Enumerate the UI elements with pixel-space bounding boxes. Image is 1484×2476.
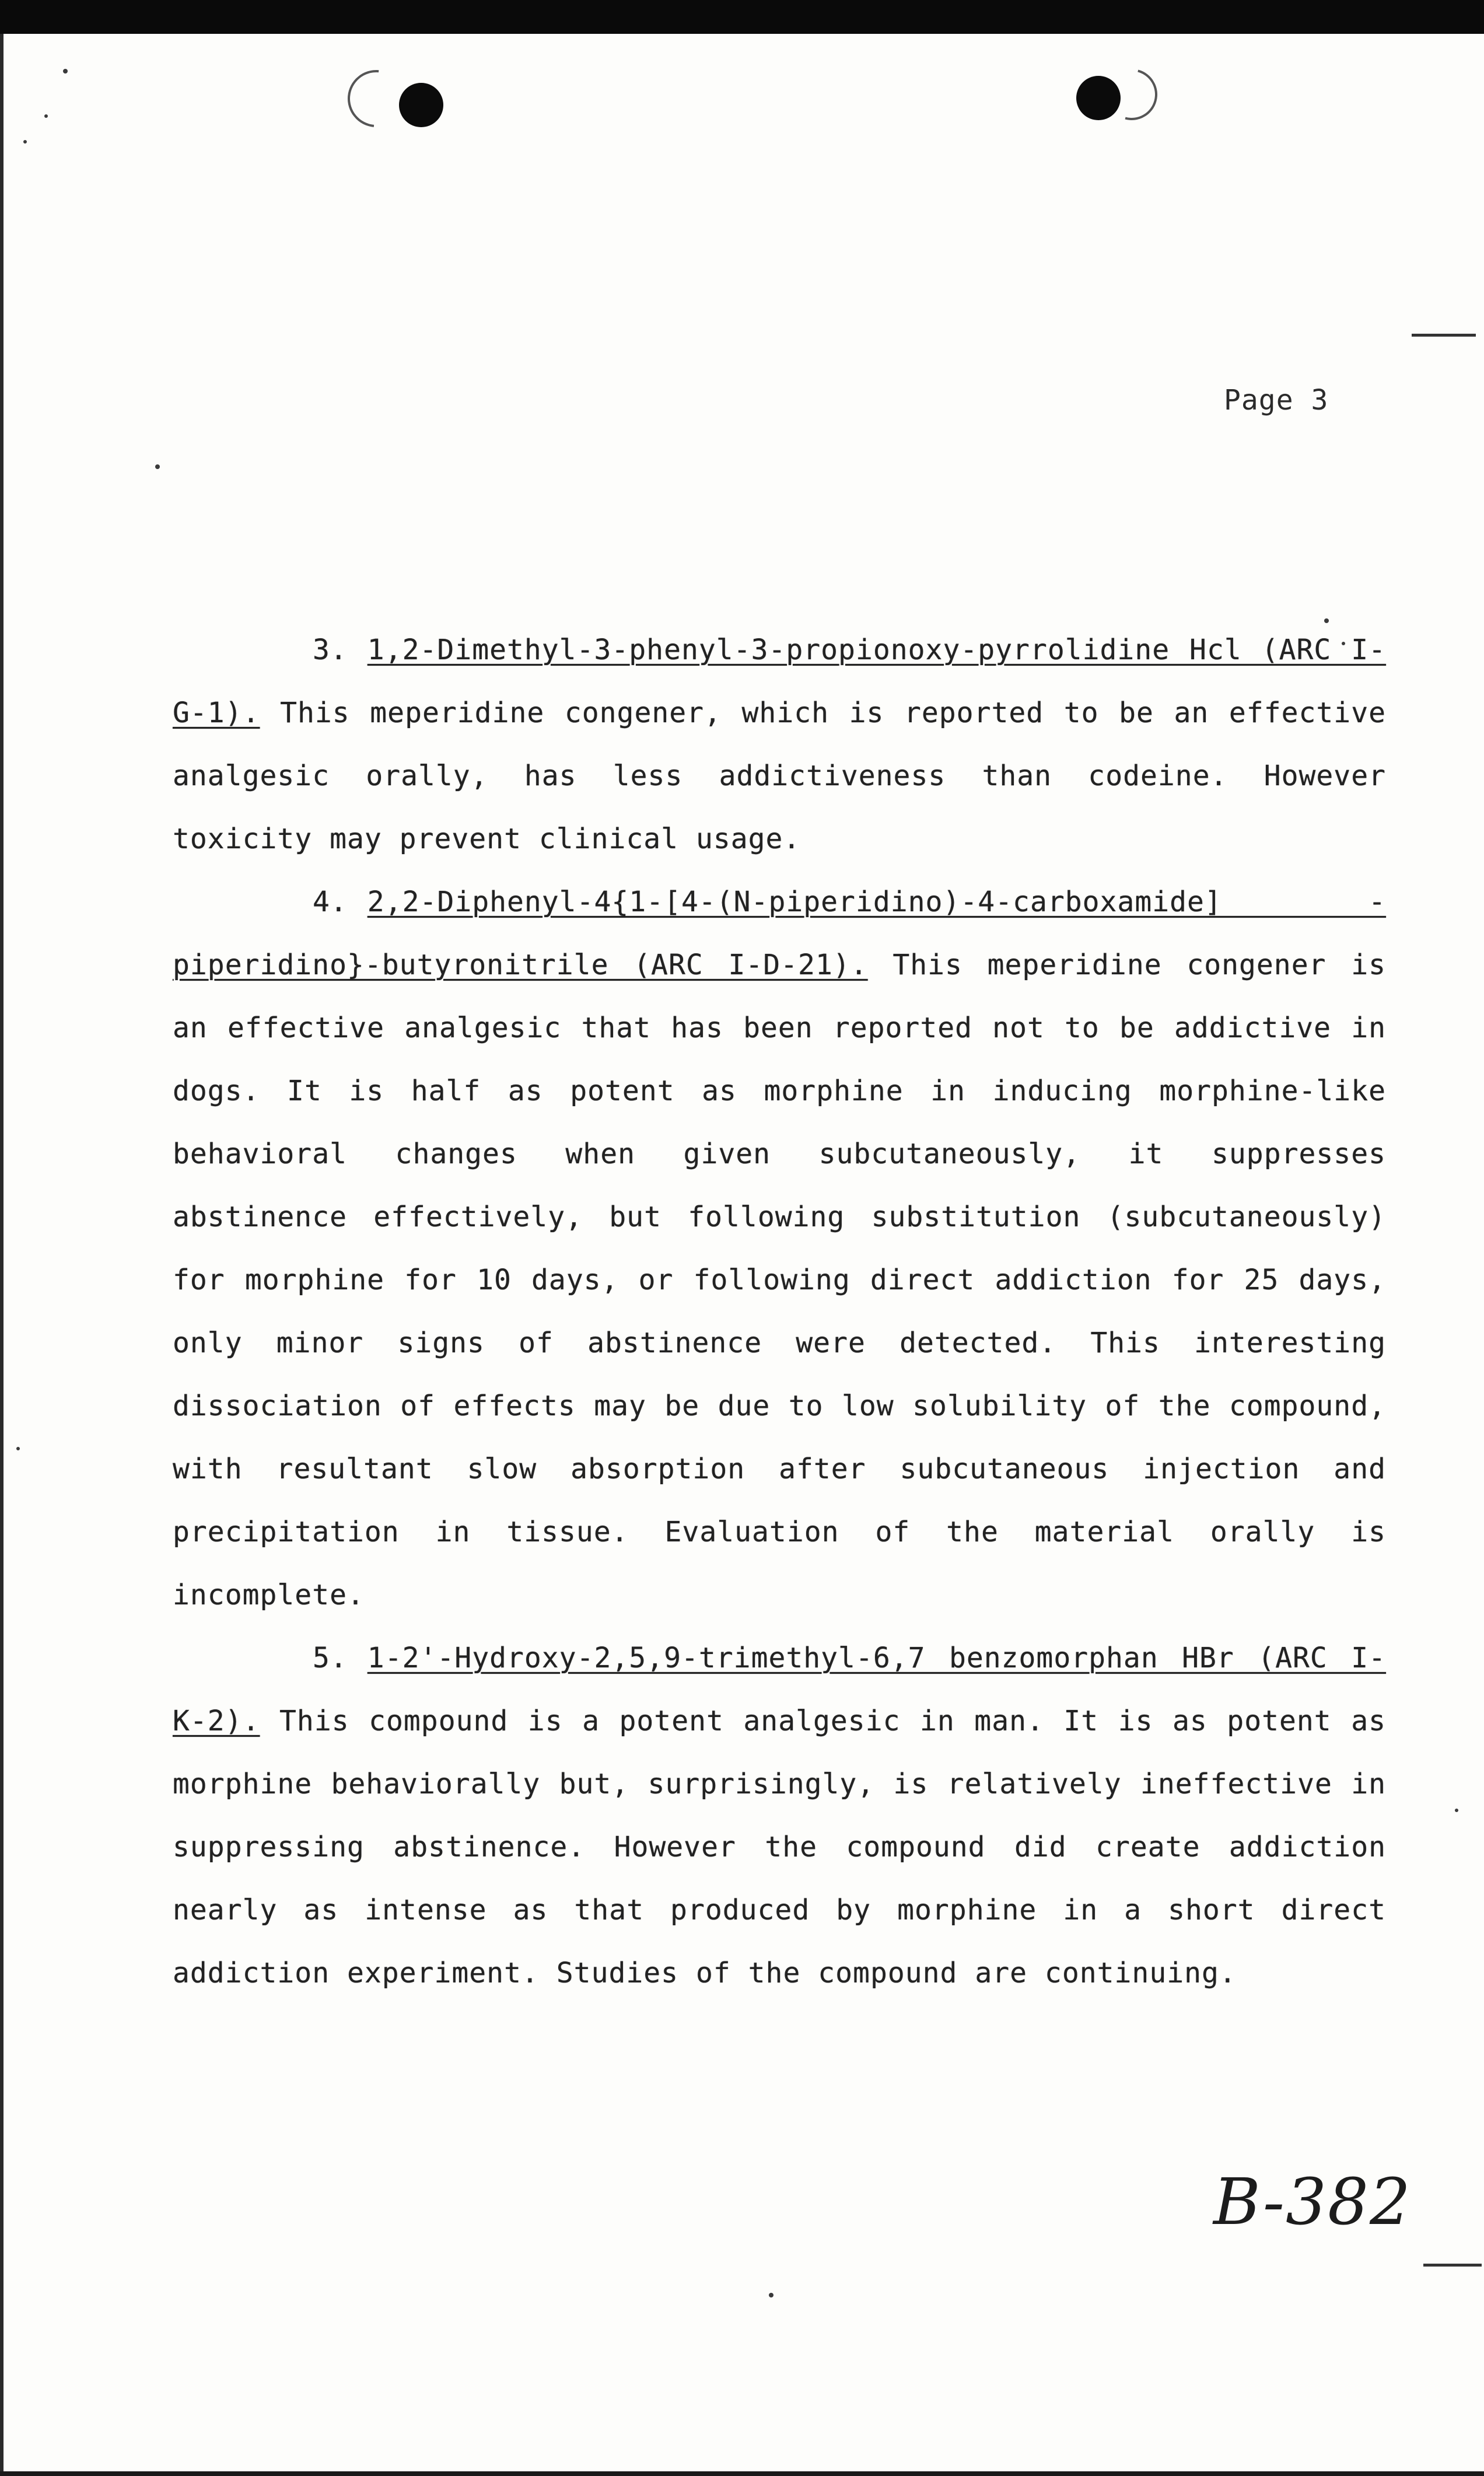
scan-speck: [23, 140, 27, 144]
scan-speck: [63, 69, 68, 74]
paragraph-item-4: [173, 870, 1386, 1627]
scan-speck: [1455, 1809, 1458, 1812]
paragraph-item-3: [173, 618, 1386, 870]
paragraph-text: This meperidine congener is an effective analgesic that has been reported not to be addictive in dogs. It is half as potent as morphine in inducing morphine-like behavioral changes when given subcutaneously, it suppresses abstinence effectively, but following substitution (subcutaneously) for morphine for 10 days, or following direct addiction for 25 days, only minor signs of abstinence were detected. This interesting dissociation of effects may be due to low solubility of the compound, with resultant slow absorption after subcutaneous injection and precipitation in tissue. Evaluation of the material orally is incomplete.: [173, 949, 1386, 1611]
scan-top-border: [0, 0, 1484, 34]
compound-name: 1-2'-Hydroxy-2,5,9-trimethyl-6,7 benzomorphan HBr (ARC I-K-2).: [173, 1642, 1386, 1737]
margin-mark: [1423, 2264, 1482, 2267]
paragraph-item-5: [173, 1627, 1386, 2005]
paragraph-text: This compound is a potent analgesic in man. It is as potent as morphine behaviorally but, surprisingly, is relatively ineffective in suppressing abstinence. However the compound did create addiction nearly as intense as that produced by morphine in a short direct addiction experiment. Studies of the compound are continuing.: [173, 1705, 1387, 1989]
body-text: [173, 618, 1386, 2005]
scan-left-edge: [0, 34, 4, 2476]
paragraph-text: This meperidine congener, which is reported to be an effective analgesic orally, has less addictiveness than codeine. However toxicity may prevent clinical usage.: [173, 697, 1386, 855]
punch-hole-right: [1076, 76, 1121, 120]
paragraph-number: 4.: [313, 886, 348, 918]
scan-speck: [44, 114, 48, 118]
handwritten-document-code: B-382: [1213, 2164, 1412, 2239]
scan-speck: [16, 1447, 20, 1450]
paragraph-number: 3.: [313, 634, 348, 666]
compound-name: 1,2-Dimethyl-3-phenyl-3-propionoxy-pyrrolidine Hcl (ARC I-G-1).: [173, 634, 1386, 729]
compound-name: 2,2-Diphenyl-4{1-[4-(N-piperidino)-4-carboxamide] -piperidino}-butyronitrile (ARC I-D-21).: [173, 886, 1386, 981]
paragraph-number: 5.: [313, 1642, 348, 1674]
page-number: Page 3: [1224, 384, 1329, 417]
scan-speck: [769, 2293, 774, 2297]
punch-hole-left: [399, 83, 443, 127]
scan-speck: [155, 464, 160, 469]
scan-bottom-edge: [0, 2471, 1484, 2476]
margin-mark: [1412, 334, 1476, 337]
